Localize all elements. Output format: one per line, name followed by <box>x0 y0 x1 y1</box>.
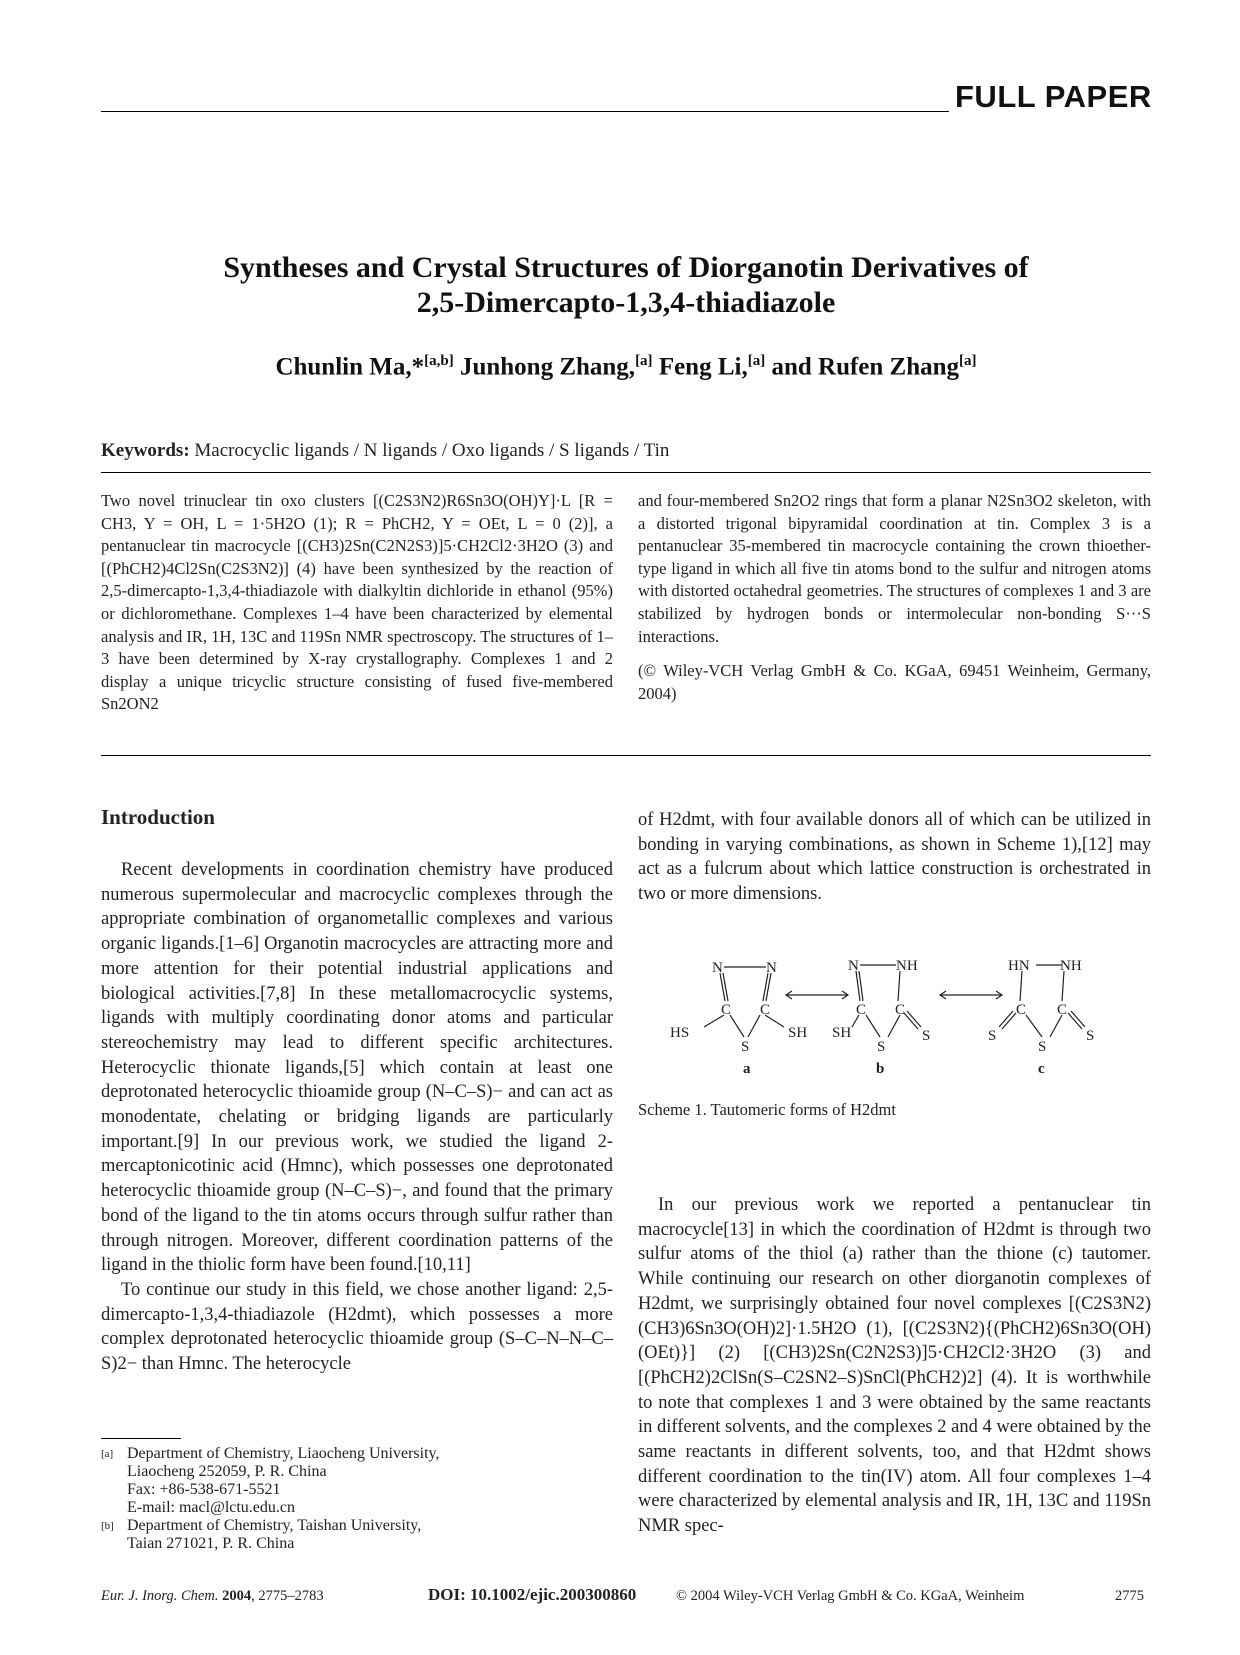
tautomer-a <box>670 960 807 1075</box>
author-name: Junhong Zhang, <box>459 353 636 381</box>
atom-label: NH <box>1060 958 1082 974</box>
atom-label: SH <box>788 1025 808 1041</box>
footnote-email[interactable]: E-mail: macl@lctu.edu.cn <box>127 1499 296 1516</box>
footnote-line: Department of Chemistry, Taishan University, <box>127 1517 422 1534</box>
author-affiliation: [a] <box>747 353 766 369</box>
tautomer-b <box>832 958 930 1075</box>
footnote-tag: [a] <box>101 1448 114 1460</box>
tautomer-label: a <box>743 1061 751 1075</box>
atom-label: N <box>848 958 859 974</box>
author-name: Chunlin Ma,* <box>275 353 425 381</box>
tautomer-c <box>988 958 1094 1075</box>
right-column-top <box>638 808 1151 907</box>
journal-pages: , 2775–2783 <box>251 1588 324 1604</box>
keywords-text: Macrocyclic ligands / N ligands / Oxo ligands / S ligands / Tin <box>194 440 670 461</box>
footer-doi[interactable]: DOI: 10.1002/ejic.200300860 <box>428 1585 637 1604</box>
section-label: FULL PAPER <box>955 79 1152 114</box>
equilibrium-arrow <box>940 991 1002 999</box>
atom-label: S <box>877 1039 886 1055</box>
paragraph: of H2dmt, with four available donors all of which can be utilized in bonding in varying combinations, as shown in Scheme 1),[12] may act as a fulcrum about which lattice construction is orchestrated in two or more dimensions. <box>638 810 1151 905</box>
atom-label: S <box>741 1039 750 1055</box>
equilibrium-arrow <box>786 991 848 999</box>
footer-citation <box>101 1588 324 1605</box>
atom-label: SH <box>832 1025 852 1041</box>
atom-label: HN <box>1008 958 1030 974</box>
atom-label: S <box>1038 1039 1047 1055</box>
header-rule <box>101 111 949 112</box>
atom-label: S <box>988 1028 997 1044</box>
journal-name: Eur. J. Inorg. Chem. <box>101 1588 219 1604</box>
abstract-text-right: and four-membered Sn2O2 rings that form a planar N2Sn3O2 skeleton, with a distorted trigonal bipyramidal coordination at tin. Complex 3 is a pentanuclear 35-membered tin macrocycle containing the crown thioether-type ligand in which all five tin atoms bond to the sulfur and nitrogen atoms with distorted octahedral geometries. The structures of complexes 1 and 3 are stabilized by hydrogen bonds or intermolecular non-bonding S···S interactions. <box>638 491 1151 646</box>
paragraph: In our previous work we reported a pentanuclear tin macrocycle[13] in which the coordination of H2dmt is through two sulfur atoms of the thiol (a) rather than the thione (c) tautomer. While continuing our research on other diorganotin complexes of H2dmt, we surprisingly obtained four novel complexes [(C2S3N2)(CH3)6Sn3O(OH)2]·1.5H2O (1), [(C2S3N2){(PhCH2)6Sn3O(OH)(OEt)}] (2) [(CH3)2Sn(C2N2S3)]5·CH2Cl2·3H2O (3) and [(PhCH2)2ClSn(S–C2SN2–S)SnCl(PhCH2)2] (4). It is worthwhile to note that complexes 1 and 3 were obtained by the same reactants in different solvents, and the complexes 2 and 4 were obtained by the same reactants in different solvents, too, and that H2dmt shows different coordination to the tin(IV) atom. All four complexes 1–4 were characterized by elemental analysis and IR, 1H, 13C and 119Sn NMR spec- <box>638 1195 1151 1537</box>
atom-label: N <box>766 960 777 976</box>
paragraph: To continue our study in this field, we chose another ligand: 2,5-dimercapto-1,3,4-thiadiazole (H2dmt), which possesses a more complex deprotonated heterocyclic thioamide group (S–C–N–N–C–S)2− than Hmnc. The heterocycle <box>101 1279 613 1375</box>
footnote-line: Taian 271021, P. R. China <box>127 1535 295 1552</box>
paragraph: Recent developments in coordination chemistry have produced numerous supermolecular and macrocyclic complexes through the appropriate combination of organometallic complexes and various organic ligands.[1–6] Organotin macrocycles are attracting more and more attention for their potential industrial applications and biological activities.[7,8] In these metallomacrocyclic systems, ligands with multiply coordinating donor atoms and particular stereochemistry may lead to different specific architectures. Heterocyclic thionate ligands,[5] which contain at least one deprotonated heterocyclic thioamide group (N–C–S)− and can act as monodentate, chelating or bridging ligands are particularly important.[9] In our previous work, we studied the ligand 2-mercaptonicotinic acid (Hmnc), which possesses one deprotonated heterocyclic thioamide group (N–C–S)−, and found that the primary bond of the ligand to the tin atoms occurs through sulfur rather than through nitrogen. Moreover, different coordination patterns of the ligand in the thiolic form have been found.[10,11] <box>101 860 613 1276</box>
abstract-rule <box>101 755 1151 756</box>
article-title <box>101 250 1151 320</box>
tautomer-label: c <box>1038 1061 1045 1075</box>
abstract-left <box>101 490 613 716</box>
footnote-line: Fax: +86-538-671-5521 <box>127 1481 281 1498</box>
atom-label: HS <box>670 1025 690 1041</box>
atom-label: C <box>1057 1002 1068 1018</box>
atom-label: C <box>856 1002 867 1018</box>
atom-label: C <box>895 1002 906 1018</box>
footnote-tag: [b] <box>101 1520 114 1532</box>
author-affiliation: [a] <box>635 353 653 369</box>
author-name: and Rufen Zhang <box>771 353 960 381</box>
scheme-caption: Scheme 1. Tautomeric forms of H2dmt <box>638 1100 896 1119</box>
journal-year: 2004 <box>222 1588 252 1604</box>
abstract-text-left: Two novel trinuclear tin oxo clusters [(C2S3N2)R6Sn3O(OH)Y]·L [R = CH3, Y = OH, L = 1·5H2O (1); R = PhCH2, Y = OEt, L = 0 (2)], a pentanuclear tin macrocycle [(CH3)2Sn(C2N2S3)]5·CH2Cl2·3H2O (3) and [(PhCH2)4Cl2Sn(C2S3N2)] (4) have been synthesized by the reaction of 2,5-dimercapto-1,3,4-thiadiazole with dialkyltin dichloride in ethanol (95%) or dichloromethane. Complexes 1–4 have been characterized by elemental analysis and IR, 1H, 13C and 119Sn NMR spectroscopy. The structures of 1–3 have been determined by X-ray crystallography. Complexes 1 and 2 display a unique tricyclic structure consisting of fused five-membered Sn2ON2 <box>101 491 613 714</box>
atom-label: C <box>760 1002 771 1018</box>
footer-copyright: © 2004 Wiley-VCH Verlag GmbH & Co. KGaA, Weinheim <box>676 1588 1025 1604</box>
footnote-line: Liaocheng 252059, P. R. China <box>127 1463 327 1480</box>
atom-label: C <box>1016 1002 1027 1018</box>
footnote-a <box>101 1445 613 1517</box>
tautomer-label: b <box>876 1061 885 1075</box>
author-list <box>101 353 1151 381</box>
atom-label: S <box>1086 1028 1095 1044</box>
footnotes <box>101 1445 613 1553</box>
abstract-right <box>638 490 1151 705</box>
atom-label: C <box>721 1002 732 1018</box>
title-line-1: Syntheses and Crystal Structures of Diorganotin Derivatives of <box>223 251 1029 284</box>
title-line-2: 2,5-Dimercapto-1,3,4-thiadiazole <box>416 286 836 319</box>
atom-label: NH <box>896 958 918 974</box>
footnote-line: Department of Chemistry, Liaocheng University, <box>127 1445 440 1462</box>
page-number: 2775 <box>1115 1588 1144 1604</box>
keywords-label: Keywords: <box>101 440 190 461</box>
author-affiliation: [a] <box>959 353 977 369</box>
keywords <box>101 440 669 462</box>
keywords-rule <box>101 472 1151 473</box>
atom-label: S <box>922 1028 931 1044</box>
footnote-b <box>101 1517 613 1553</box>
intro-left-column <box>101 858 613 1377</box>
footnote-rule <box>101 1438 181 1439</box>
author-affiliation: [a,b] <box>424 353 454 369</box>
atom-label: N <box>712 960 723 976</box>
right-column-bottom <box>638 1193 1151 1539</box>
section-heading: Introduction <box>101 805 215 829</box>
author-name: Feng Li, <box>658 353 748 381</box>
scheme-tautomers <box>670 945 1120 1075</box>
abstract-copyright: (© Wiley-VCH Verlag GmbH & Co. KGaA, 69451 Weinheim, Germany, 2004) <box>638 661 1151 703</box>
